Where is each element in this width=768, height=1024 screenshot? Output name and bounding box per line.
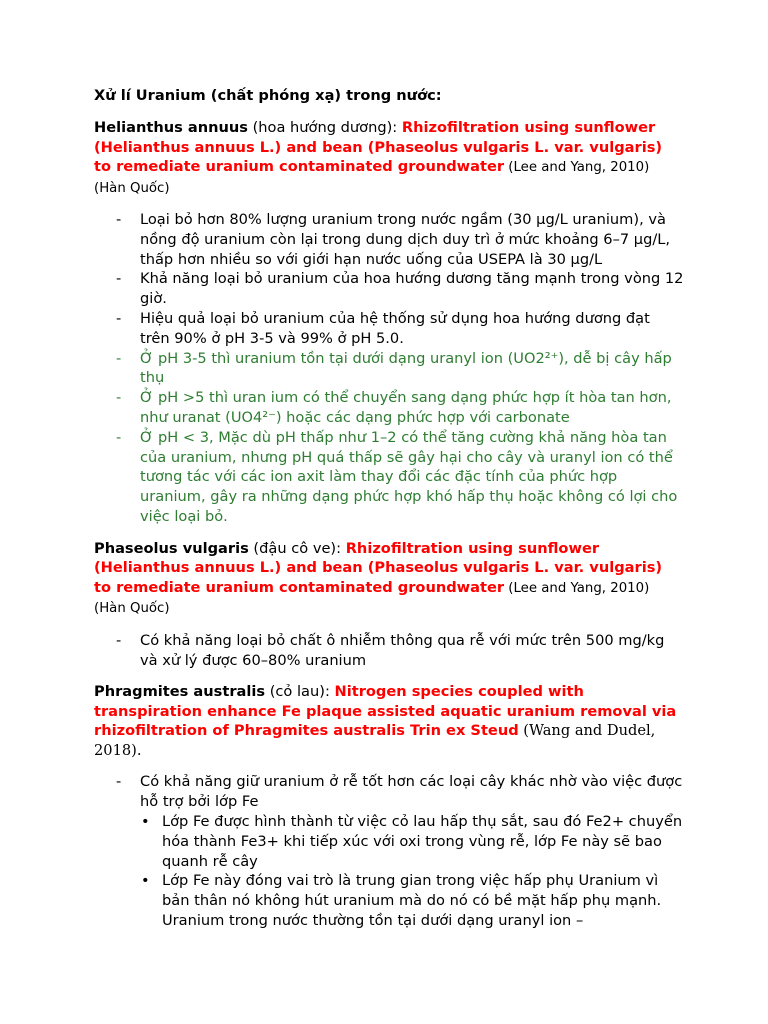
list-item (94, 309, 684, 349)
species-name: Helianthus annuus (94, 119, 248, 136)
list-item (94, 631, 684, 671)
common-name: (hoa hướng dương): (247, 119, 402, 136)
page-title: Xử lí Uranium (chất phóng xạ) trong nước: (94, 87, 442, 104)
list-item-text: Có khả năng giữ uranium ở rễ tốt hơn các loại cây khác nhờ vào việc được hỗ trợ bởi lớp Fe (140, 773, 683, 811)
list-item-text: Ở pH >5 thì uran ium có thể chuyển sang dạng phức hợp ít hòa tan hơn, như uranat (UO4²⁻) hoặc các dạng phức hợp với carbonate (140, 389, 672, 426)
species-name: Phaseolus vulgaris (94, 539, 249, 557)
section-phaseolus-header (94, 539, 684, 619)
dash-marker: - (116, 309, 122, 327)
list-item-text: Ở pH < 3, Mặc dù pH thấp như 1–2 có thể tăng cường khả năng hòa tan của uranium, nhưng pH quá thấp sẽ gây hại cho cây và uranyl ion có thể tương tác với các ion axit làm thay đổi các đặc tính của phức hợp uranium, gây ra những dạng phức hợp khó hấp thụ hoặc không có lợi cho việc loại bỏ. (140, 428, 678, 525)
dash-marker: - (116, 631, 122, 649)
bullet-marker: • (141, 872, 150, 890)
citation: (Lee and Yang, 2010) (Hàn Quốc) (94, 580, 650, 617)
section-helianthus-header (94, 118, 684, 198)
common-name: (đậu cô ve): (248, 539, 346, 557)
list-item-text: Hiệu quả loại bỏ uranium của hệ thống sử dụng hoa hướng dương đạt trên 90% ở pH 3-5 và 99% ở pH 5.0. (140, 309, 650, 347)
phragmites-list (94, 772, 684, 930)
list-item (94, 772, 684, 930)
citation: (Wang and Dudel, 2018). (94, 722, 656, 759)
dash-marker: - (116, 270, 122, 288)
list-item-note (94, 349, 684, 389)
sublist-item-text: Lớp Fe này đóng vai trò là trung gian trong việc hấp phụ Uranium vì bản thân nó không hút uranium mà do nó có bề mặt hấp phụ mạnh. Uranium trong nước thường tồn tại dưới dạng uranyl ion – (162, 872, 662, 929)
list-item (94, 269, 684, 309)
citation: (Lee and Yang, 2010) (Hàn Quốc) (94, 160, 650, 196)
common-name: (cỏ lau): (265, 683, 335, 701)
sublist-item-text: Lớp Fe được hình thành từ việc cỏ lau hấp thụ sắt, sau đó Fe2+ chuyển hóa thành Fe3+ khi tiếp xúc với oxi trong vùng rễ, lớp Fe này sẽ bao quanh rễ cây (162, 812, 683, 870)
paper-title: Rhizofiltration using sunflower (Helianthus annuus L.) and bean (Phaseolus vulgaris L. var. vulgaris) to remediate uranium contaminated groundwater (94, 539, 663, 596)
list-item-note (94, 428, 684, 527)
list-item-text: Có khả năng loại bỏ chất ô nhiễm thông qua rễ với mức trên 500 mg/kg và xử lý được 60–80% uranium (140, 631, 665, 669)
list-item-text: Khả năng loại bỏ uranium của hoa hướng dương tăng mạnh trong vòng 12 giờ. (140, 270, 684, 308)
species-name: Phragmites australis (94, 683, 266, 701)
document-body (94, 86, 684, 943)
dash-marker: - (116, 211, 122, 228)
dash-marker: - (116, 389, 122, 407)
paper-title: Nitrogen species coupled with transpiration enhance Fe plaque assisted aquatic uranium removal via rhizofiltration of Phragmites australis Trin ex Steud (94, 683, 677, 740)
phragmites-sublist (140, 812, 684, 931)
dash-marker: - (116, 349, 122, 367)
sublist-item (94, 812, 684, 871)
list-item-text: Loại bỏ hơn 80% lượng uranium trong nước ngầm (30 µg/L uranium), và nồng độ uranium còn lại trong dung dịch duy trì ở mức khoảng 6–7 µg/L, thấp hơn nhiều so với giới hạn nước uống của USEPA là 30 µg/L (140, 211, 671, 268)
helianthus-list (94, 210, 684, 527)
sublist-item (94, 871, 684, 930)
list-item-text: Ở pH 3-5 thì uranium tồn tại dưới dạng uranyl ion (UO2²⁺), dễ bị cây hấp thụ (140, 349, 672, 387)
bullet-marker: • (141, 812, 150, 830)
phaseolus-list (94, 631, 684, 671)
paper-title: Rhizofiltration using sunflower (Helianthus annuus L.) and bean (Phaseolus vulgaris L. var. vulgaris) to remediate uranium contaminated groundwater (94, 119, 663, 175)
dash-marker: - (116, 428, 122, 446)
section-phragmites-header (94, 682, 684, 760)
list-item (94, 210, 684, 269)
list-item-note (94, 388, 684, 428)
dash-marker: - (116, 773, 122, 791)
